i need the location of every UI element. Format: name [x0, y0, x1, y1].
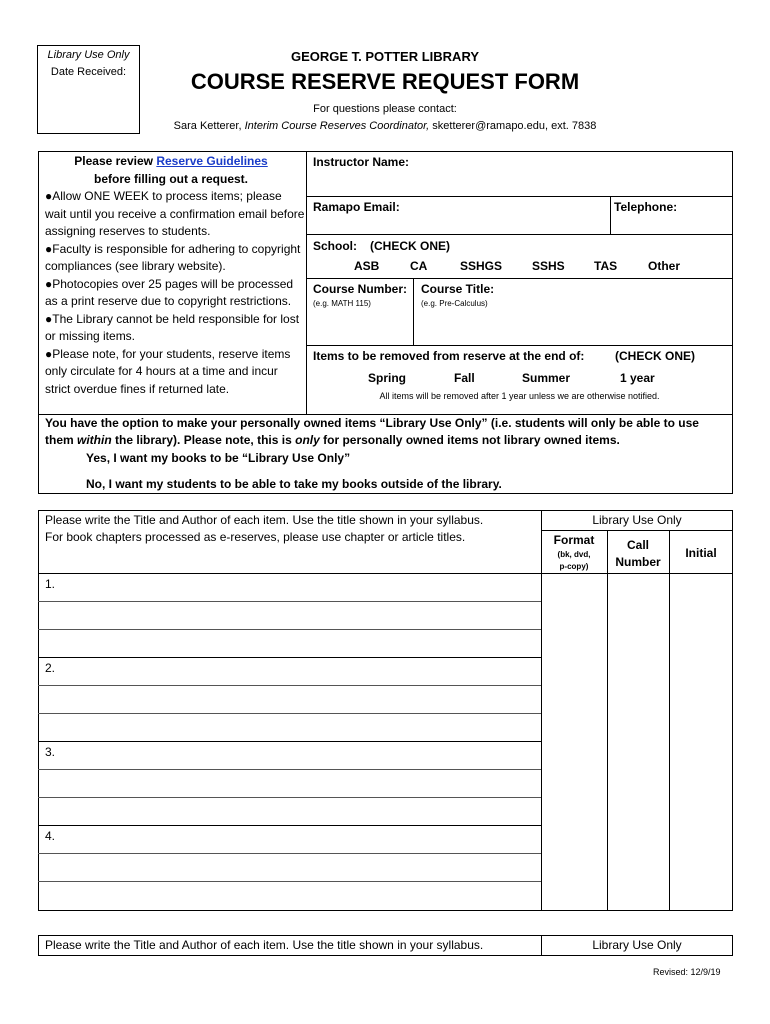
course-number-label[interactable]: Course Number: — [313, 282, 408, 296]
no-library-use-option[interactable]: No, I want my students to be able to take my books outside of the library. — [86, 477, 502, 491]
contact-line — [100, 120, 670, 132]
format-subheader: p-copy) — [559, 562, 589, 571]
school-option-ca[interactable]: CA — [410, 259, 428, 273]
telephone-label[interactable]: Telephone: — [614, 200, 678, 214]
library-use-option-line1: You have the option to make your personally owned items “Library Use Only” (i.e. students will only be able to use — [45, 416, 699, 430]
option-text: for personally owned items not library owned items. — [323, 433, 620, 447]
item-row-number: 3. — [45, 745, 56, 759]
items-instruction-1: Please write the Title and Author of each item. Use the title shown in your syllabus. — [45, 513, 484, 527]
ramapo-email-label[interactable]: Ramapo Email: — [313, 200, 400, 214]
row-divider — [38, 657, 541, 658]
guideline-item: ●Please note, for your students, reserve items only circulate for 4 hours at a time and incur strict overdue fines if returned late. — [45, 346, 291, 396]
review-line — [40, 154, 302, 168]
guidelines-list — [45, 188, 305, 398]
option-text: the library). Please note, this is — [115, 433, 292, 447]
item-row-number: 2. — [45, 661, 56, 675]
initial-header: Initial — [685, 546, 717, 560]
row-divider — [38, 741, 541, 742]
option-text-emphasis: only — [295, 433, 320, 447]
school-option-other[interactable]: Other — [648, 259, 681, 273]
library-use-title: Library Use Only — [47, 49, 130, 61]
date-received-label: Date Received: — [50, 66, 127, 78]
contact-role: Interim Course Reserves Coordinator, — [244, 120, 430, 132]
contact-intro: For questions please contact: — [313, 103, 457, 115]
library-use-option-line2 — [45, 433, 735, 447]
divider — [38, 414, 733, 415]
removal-option-1-year[interactable]: 1 year — [620, 371, 655, 385]
removal-option-fall[interactable]: Fall — [454, 371, 475, 385]
item-row-number: 4. — [45, 829, 56, 843]
item-line[interactable] — [38, 881, 541, 882]
divider — [38, 573, 733, 574]
school-option-sshs[interactable]: SSHS — [532, 259, 565, 273]
removal-label: Items to be removed from reserve at the end of: — [313, 349, 585, 363]
item-line[interactable] — [38, 685, 541, 686]
option-text: them — [45, 433, 74, 447]
format-subheader: (bk, dvd, — [557, 550, 591, 559]
library-use-only-header: Library Use Only — [592, 513, 682, 527]
reserve-guidelines-link[interactable]: Reserve Guidelines — [156, 154, 268, 168]
item-line[interactable] — [38, 713, 541, 714]
instructor-name-label[interactable]: Instructor Name: — [313, 155, 410, 169]
call-header: Call — [626, 538, 649, 552]
school-option-tas[interactable]: TAS — [594, 259, 618, 273]
course-number-hint: (e.g. MATH 115) — [313, 299, 371, 308]
item-line[interactable] — [38, 601, 541, 602]
item-line[interactable] — [38, 797, 541, 798]
course-title-label[interactable]: Course Title: — [421, 282, 495, 296]
review-prefix: Please review — [74, 154, 153, 168]
item-line[interactable] — [38, 853, 541, 854]
format-header: Format — [553, 533, 595, 547]
items-table — [38, 510, 733, 911]
yes-library-use-option[interactable]: Yes, I want my books to be “Library Use Only” — [86, 451, 351, 465]
divider — [607, 530, 608, 911]
school-label: School: — [313, 239, 357, 253]
second-instruction: Please write the Title and Author of each item. Use the title shown in your syllabus. — [45, 938, 484, 952]
school-check-label: (CHECK ONE) — [370, 239, 450, 253]
divider — [610, 196, 611, 234]
review-suffix: before filling out a request. — [93, 172, 248, 186]
divider — [306, 196, 733, 197]
guideline-item: ●Faculty is responsible for adhering to copyright compliances (see library website). — [45, 241, 301, 273]
item-line[interactable] — [38, 629, 541, 630]
contact-name: Sara Ketterer, — [173, 120, 242, 132]
school-option-sshgs[interactable]: SSHGS — [460, 259, 503, 273]
revised-date: Revised: 12/9/19 — [653, 967, 721, 977]
number-header: Number — [615, 555, 661, 569]
divider — [413, 278, 414, 345]
divider — [306, 151, 307, 414]
row-divider — [38, 825, 541, 826]
removal-check-label: (CHECK ONE) — [615, 349, 695, 363]
contact-details: sketterer@ramapo.edu, ext. 7838 — [432, 120, 597, 132]
removal-option-summer[interactable]: Summer — [522, 371, 571, 385]
item-row-number: 1. — [45, 577, 56, 591]
divider — [306, 234, 733, 235]
removal-note: All items will be removed after 1 year unless we are otherwise notified. — [379, 391, 660, 401]
school-option-asb[interactable]: ASB — [354, 259, 380, 273]
items-instruction-2: For book chapters processed as e-reserves, please use chapter or article titles. — [45, 530, 466, 544]
course-title-hint: (e.g. Pre-Calculus) — [421, 299, 488, 308]
form-title: COURSE RESERVE REQUEST FORM — [190, 69, 580, 94]
option-text-emphasis: within — [77, 433, 112, 447]
divider — [306, 345, 733, 346]
removal-option-spring[interactable]: Spring — [368, 371, 406, 385]
item-line[interactable] — [38, 769, 541, 770]
divider — [669, 530, 670, 911]
second-library-use-header: Library Use Only — [592, 938, 682, 952]
divider — [306, 278, 733, 279]
guideline-item: ●The Library cannot be held responsible for lost or missing items. — [45, 311, 300, 343]
library-name: GEORGE T. POTTER LIBRARY — [290, 49, 480, 64]
guideline-item: ●Allow ONE WEEK to process items; please wait until you receive a confirmation email before assigning reserves to students. — [45, 189, 305, 238]
guideline-item: ●Photocopies over 25 pages will be processed as a print reserve due to copyright restrictions. — [45, 276, 294, 308]
divider — [541, 530, 733, 531]
